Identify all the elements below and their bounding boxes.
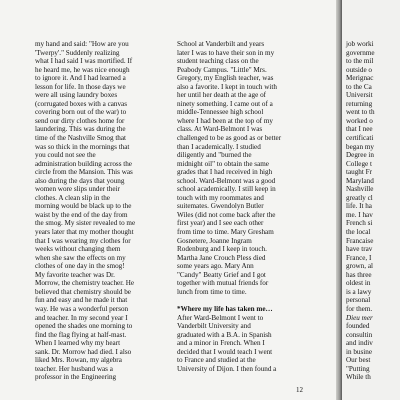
text-line: Gosnetere, Joanne Ingram xyxy=(177,236,252,245)
text-line: certificati xyxy=(346,134,374,143)
paragraph-spacer xyxy=(177,296,281,305)
text-line: weeks without changing them xyxy=(35,245,121,254)
text-line: outside o xyxy=(346,65,372,74)
text-line: challenged to be as good as or better xyxy=(177,134,282,143)
text-line: Vanderbilt University and xyxy=(177,322,251,331)
text-line: College t xyxy=(346,159,372,168)
text-line: Our best xyxy=(346,356,371,365)
page-number: 12 xyxy=(296,386,303,394)
text-line: suitemates. Gwendolyn Butler xyxy=(177,202,264,211)
text-line: greatly cl xyxy=(346,193,373,202)
text-line: class. At Ward-Belmont I was xyxy=(177,125,263,134)
text-line: you could not see the xyxy=(35,151,96,160)
text-line: consultin xyxy=(346,330,373,339)
text-line: My favorite teacher was Dr. xyxy=(35,270,115,279)
text-line: have trav xyxy=(346,245,373,254)
text-line: together with mutual friends for xyxy=(177,279,269,288)
text-line: Morrow, the chemistry teacher. He xyxy=(35,279,135,288)
text-line: when she saw the effects on my xyxy=(35,253,126,262)
text-line: Francaise xyxy=(346,236,374,245)
text-line: he heard me, he was nice enough xyxy=(35,65,130,74)
text-line: School at Vanderbilt and years xyxy=(177,40,265,48)
text-line: Universit xyxy=(346,91,373,100)
text-line: covering born out of the war) to xyxy=(35,108,127,117)
text-line: find the flag flying at half-mast. xyxy=(35,330,127,339)
text-line: job worki xyxy=(346,40,374,48)
text-line: student teaching class on the xyxy=(177,57,259,66)
text-line: opened the shades one morning to xyxy=(35,322,133,331)
text-line: touch with my roommates and xyxy=(177,193,264,202)
text-line: and teacher. In my second year I xyxy=(35,313,128,322)
text-line: liked Mrs. Rowan, my algebra xyxy=(35,356,122,365)
text-line: Merignac xyxy=(346,74,374,83)
text-line: returning xyxy=(346,99,373,108)
text-line: believed that chemistry should be xyxy=(35,287,131,296)
text-line: to France and studied at the xyxy=(177,356,256,365)
text-line: that I nee xyxy=(346,125,373,134)
text-line: Martha Jane Crouch Pless died xyxy=(177,253,266,262)
text-line: decided that I would teach I went xyxy=(177,347,273,356)
text-line: to the Ca xyxy=(346,82,372,91)
text-line: clothes of one day in the smog! xyxy=(35,262,125,271)
text-line: to ignore it. And I had learned a xyxy=(35,74,126,83)
text-line: the local xyxy=(346,228,371,237)
text-line: also during the days that young xyxy=(35,176,125,185)
text-line: graduated with a B.A. in Spanish xyxy=(177,330,272,339)
facing-page-text-column xyxy=(346,40,375,382)
text-line: what I had said I was mortified. If xyxy=(35,57,133,66)
text-line: waist by the end of the day from xyxy=(35,210,128,219)
text-line: is a lawy xyxy=(346,287,372,296)
text-line: her until her death at the age of xyxy=(177,91,267,100)
text-line: and a minor in French. When I xyxy=(177,339,265,348)
text-line: midnight oil" to obtain the same xyxy=(177,159,269,168)
left-text-column xyxy=(35,40,135,382)
text-line: Maryland xyxy=(346,176,374,185)
text-line: oldest in xyxy=(346,279,371,288)
text-line: life. It ha xyxy=(346,202,372,211)
text-line: morning would be black up to the xyxy=(35,202,132,211)
text-line: worked o xyxy=(346,116,373,125)
text-line: "Candy" Beatty Grief and I got xyxy=(177,270,266,279)
text-line: women wore slips under their xyxy=(35,185,120,194)
text-line: French si xyxy=(346,219,373,228)
text-line: "Putting xyxy=(346,364,370,373)
text-line: teacher. Her husband was a xyxy=(35,364,113,373)
text-line: school. Ward-Belmont was a good xyxy=(177,176,276,185)
text-line: also a favorite. I kept in touch with xyxy=(177,82,277,91)
text-line: founded xyxy=(346,322,370,331)
text-line: administration building across the xyxy=(35,159,132,168)
text-line: than I academically. I studied xyxy=(177,142,261,151)
text-line: (corrugated boxes with a canvas xyxy=(35,99,127,108)
text-line: later I was to have their son in my xyxy=(177,48,275,57)
text-line: where I had been at the top of my xyxy=(177,116,273,125)
text-line: Gregory, my English teacher, was xyxy=(177,74,274,83)
text-line: began my xyxy=(346,142,374,151)
text-line: years later that my mother thought xyxy=(35,228,134,237)
text-line: fun and easy and he made it that xyxy=(35,296,128,305)
text-line: When I learned why my heart xyxy=(35,339,121,348)
text-line: send our dirty clothes home for xyxy=(35,116,125,125)
text-line: Dieu mer xyxy=(346,313,373,322)
text-line: laundering. This was during the xyxy=(35,125,126,134)
text-line: and indiv xyxy=(346,339,373,348)
text-line: way. He was a wonderful person xyxy=(35,304,129,313)
text-line: Wiles (did not come back after the xyxy=(177,210,276,219)
text-line: circle from the Mansion. This was xyxy=(35,168,133,177)
text-line: to the mil xyxy=(346,57,374,66)
text-line: some years ago. Mary Ann xyxy=(177,262,254,271)
middle-text-column xyxy=(177,40,281,373)
text-line: me. I hav xyxy=(346,210,373,219)
text-line: While th xyxy=(346,373,371,382)
text-line: professor in the Engineering xyxy=(35,373,117,382)
text-line: After Ward-Belmont I went to xyxy=(177,313,264,322)
text-line: was so thick in the mornings that xyxy=(35,142,130,151)
text-line: University of Dijon. I then found a xyxy=(177,364,277,373)
text-line: governme xyxy=(346,48,375,57)
text-line: time of the Nashville Smog that xyxy=(35,134,127,143)
text-line: Peabody Campus. "Little" Mrs. xyxy=(177,65,267,74)
text-line: personal xyxy=(346,296,371,305)
text-line: for them. xyxy=(346,304,373,313)
text-line: school academically. I still keep in xyxy=(177,185,276,194)
section-heading: *Where my life has taken me… xyxy=(177,304,273,313)
text-line: Degree in xyxy=(346,151,374,160)
text-line: sank. Dr. Morrow had died. I also xyxy=(35,347,132,356)
text-line: my hand and said: "How are you xyxy=(35,40,129,48)
text-line: taught Fr xyxy=(346,168,372,177)
text-line: were all using laundry boxes xyxy=(35,91,118,100)
text-line: Nashville xyxy=(346,185,374,194)
text-line: clothes. A clean slip in the xyxy=(35,193,110,202)
text-line: has three xyxy=(346,270,372,279)
text-line: that I was wearing my clothes for xyxy=(35,236,131,245)
text-line: from time to time. Mary Gresham xyxy=(177,228,274,237)
text-line: grades that I had received in high xyxy=(177,168,273,177)
text-line: diligently and "burned the xyxy=(177,151,252,160)
text-line: the smog. My sister revealed to me xyxy=(35,219,136,228)
text-line: grown, al xyxy=(346,262,373,271)
text-line: middle-Tennessee high school xyxy=(177,108,264,117)
text-line: Rodenburg and I keep in touch. xyxy=(177,245,267,254)
text-line: lunch from time to time. xyxy=(177,287,247,296)
text-line: first year) and I see each other xyxy=(177,219,264,228)
text-line: ninety something. I came out of a xyxy=(177,99,273,108)
text-line: in busine xyxy=(346,347,372,356)
text-line: lesson for life. In those days we xyxy=(35,82,126,91)
text-line: 'Twerpy'." Suddenly realizing xyxy=(35,48,120,57)
text-line: went to th xyxy=(346,108,375,117)
text-line: France, I xyxy=(346,253,372,262)
